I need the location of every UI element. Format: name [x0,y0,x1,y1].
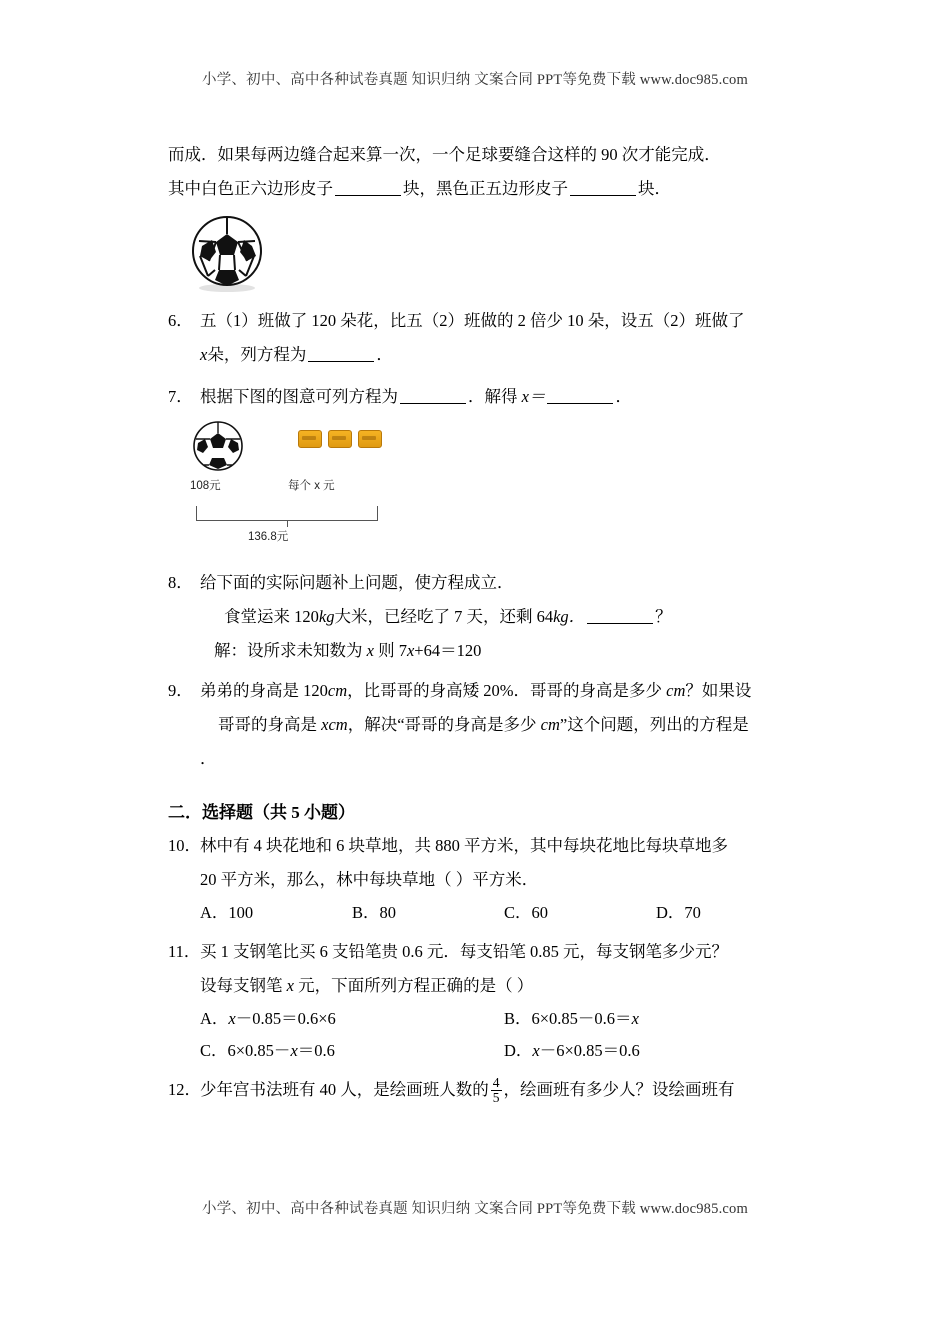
answer-blank[interactable] [308,347,374,362]
question-10-options [168,897,808,929]
q8-line-3: 解：设所求未知数为 x 则 7x+64＝120 [214,641,482,660]
question-12 [168,1073,808,1107]
answer-blank[interactable] [547,389,613,404]
q9-line-1: 弟弟的身高是 120cm，比哥哥的身高矮 20%．哥哥的身高是多少 cm？如果设 [200,681,752,700]
question-9-number: 9． [168,681,193,700]
option-b[interactable]: B．80 [352,903,397,922]
option-a[interactable]: A．x－0.85＝0.6×6 [200,1009,336,1028]
option-d[interactable]: D．70 [656,903,701,922]
option-a[interactable]: A．100 [200,903,254,922]
fraction-four-fifths: $\frac{4}{5}$ [492,1074,500,1105]
question-11-options-row-2 [168,1035,808,1067]
q8-line-2: 食堂运来 120kg大米，已经吃了 7 天，还剩 64kg． ？ [224,607,672,626]
q9-line-3: ． [200,749,217,768]
figure-brace [196,506,378,521]
q11-line-2: 设每支钢笔 x 元，下面所列方程正确的是（ ） [200,976,534,995]
question-10-number: 10． [168,836,201,855]
q9-line-2: 哥哥的身高是 xcm，解决“哥哥的身高是多少 cm”这个问题，列出的方程是 [218,715,749,734]
document-content [168,138,808,1107]
answer-blank[interactable] [400,389,466,404]
coin-icon [358,430,382,448]
question-11-number: 11． [168,942,201,961]
q10-line-1: 林中有 4 块花地和 6 块草地，共 880 平方米，其中每块花地比每块草地多 [200,836,728,855]
q6-line-1: 五（1）班做了 120 朵花，比五（2）班做的 2 倍少 10 朵，设五（2）班做了 [200,311,745,330]
option-b[interactable]: B．6×0.85－0.6＝x [504,1009,639,1028]
question-6 [168,304,808,372]
coin-icon [328,430,352,448]
watermark-bottom: 小学、初中、高中各种试卷真题 知识归纳 文案合同 PPT等免费下载 www.doc985.com [202,1201,748,1217]
q5-line-1: 而成．如果每两边缝合起来算一次，一个足球要缝合这样的 90 次才能完成． [168,145,721,164]
figure-total-label: 136.8元 [248,531,289,543]
question-7 [168,380,808,414]
coins-group [298,430,382,448]
answer-blank[interactable] [587,609,653,624]
q6-line-2: x朵，列方程为 ． [200,345,393,364]
figure-left-label: 108元 [190,480,221,492]
coin-icon [298,430,322,448]
question-7-figure [186,420,436,560]
section-2-title: 二．选择题（共 5 小题） [168,803,355,822]
q12-line-1: 少年宫书法班有 40 人，是绘画班人数的 $\frac{4}{5}$ ，绘画班有多少人？设绘画班有 [200,1074,735,1105]
soccer-ball-figure [190,214,808,294]
q11-line-1: 买 1 支钢笔比买 6 支铅笔贵 0.6 元．每支铅笔 0.85 元，每支钢笔多少元？ [200,942,728,961]
option-c[interactable]: C．60 [504,903,549,922]
question-9 [168,674,808,776]
q5-line-2: 其中白色正六边形皮子 块，黑色正五边形皮子 块． [168,179,671,198]
soccer-ball-icon [190,214,264,288]
watermark-top: 小学、初中、高中各种试卷真题 知识归纳 文案合同 PPT等免费下载 www.doc985.com [202,72,748,88]
option-c[interactable]: C．6×0.85－x＝0.6 [200,1041,335,1060]
question-12-number: 12． [168,1080,201,1099]
answer-blank[interactable] [335,181,401,196]
answer-blank[interactable] [570,181,636,196]
question-8 [168,566,808,668]
small-soccer-ball-icon [192,420,244,477]
question-8-number: 8． [168,573,193,592]
question-7-number: 7． [168,387,193,406]
question-11-options-row-1 [168,1003,808,1035]
figure-right-label: 每个 x 元 [288,480,335,492]
question-6-number: 6． [168,311,193,330]
q7-line-1: 根据下图的图意可列方程为 ．解得 x＝ ． [200,387,632,406]
question-10 [168,829,808,897]
option-d[interactable]: D．x－6×0.85＝0.6 [504,1041,640,1060]
q8-line-1: 给下面的实际问题补上问题，使方程成立． [200,573,514,592]
question-5-continued [168,138,808,206]
q10-line-2: 20 平方米，那么，林中每块草地（ ）平方米． [200,870,539,889]
question-11 [168,935,808,1003]
